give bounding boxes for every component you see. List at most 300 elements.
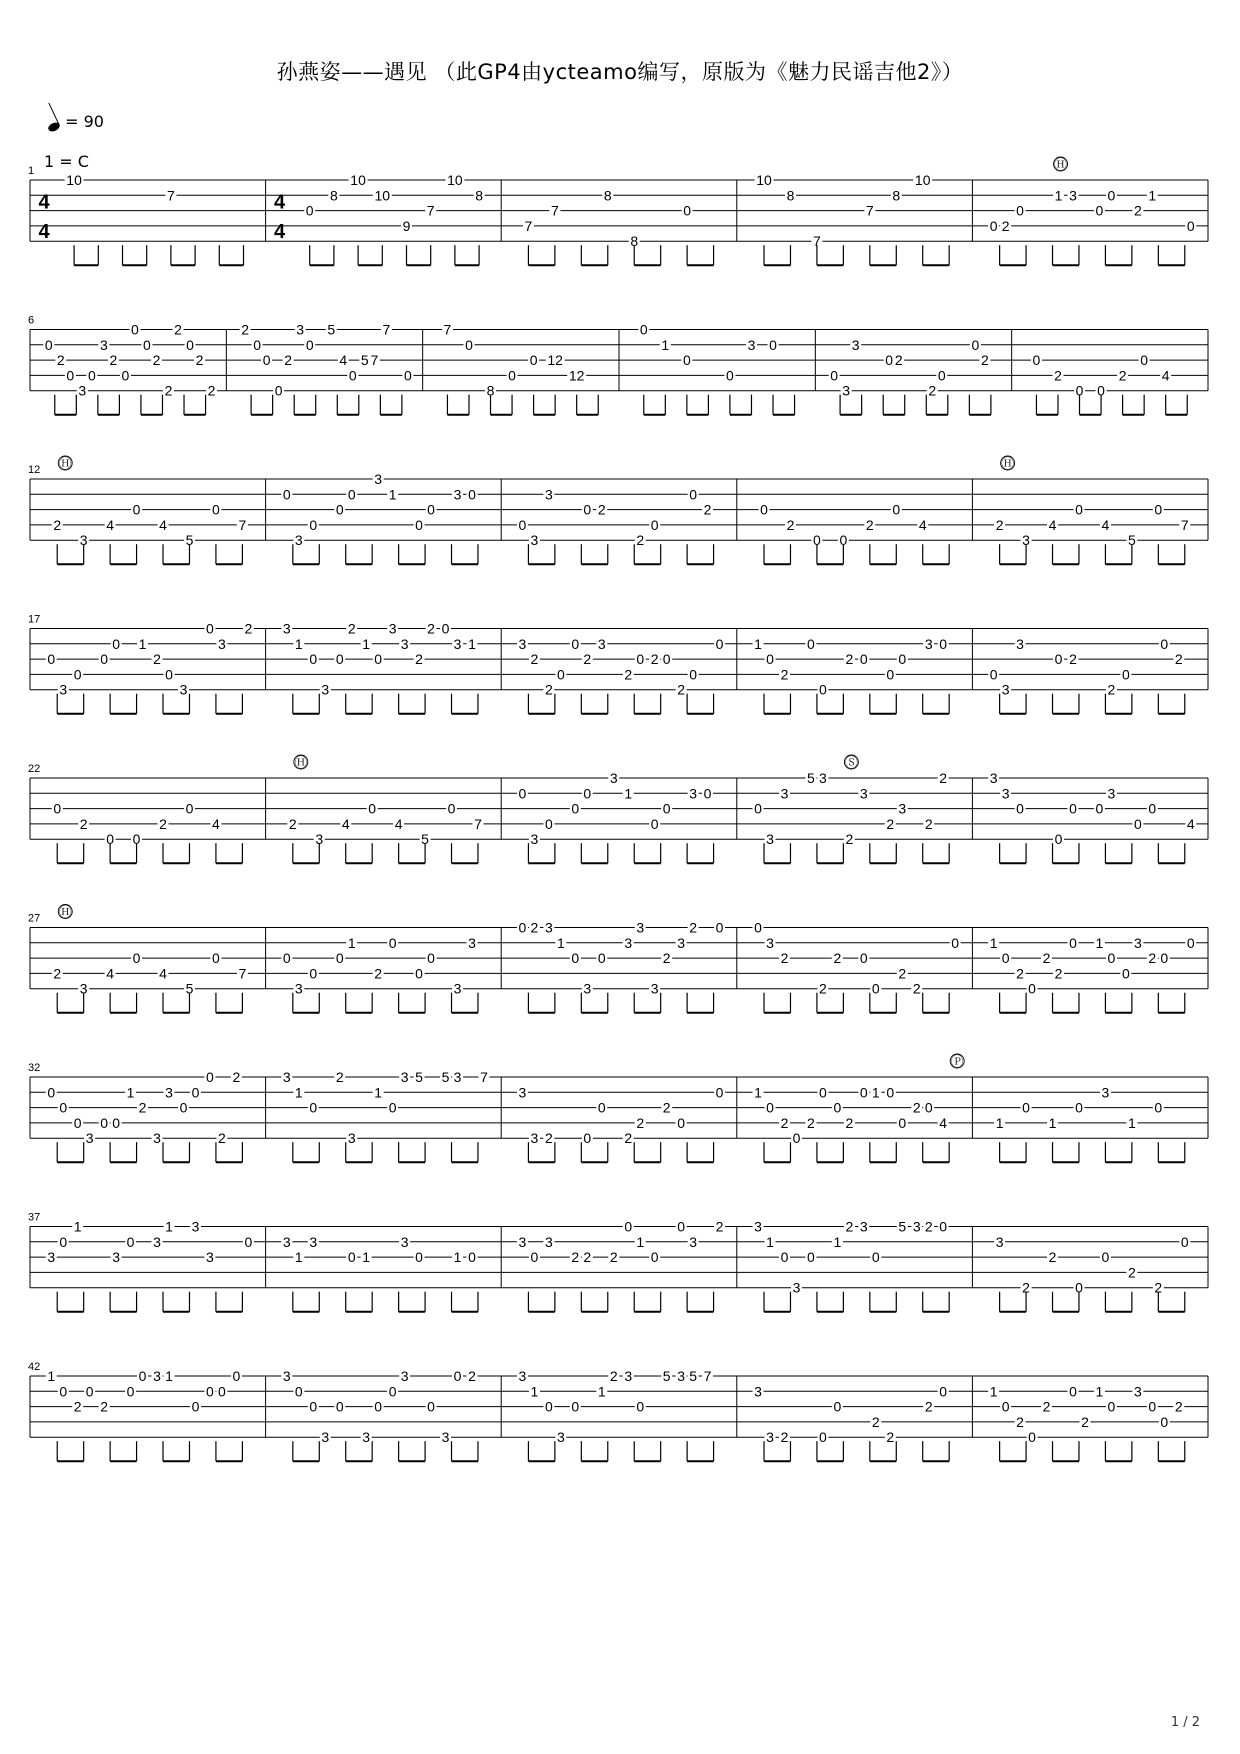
fret-number: 0 xyxy=(1107,950,1116,967)
fret-number: 0 xyxy=(754,919,762,936)
fret-number: 4 xyxy=(159,516,167,533)
fret-number: 0 xyxy=(1028,1429,1036,1446)
fret-number: 2 xyxy=(886,1429,895,1446)
fret-number: 0 xyxy=(415,965,423,982)
fret-number: 0 xyxy=(1140,352,1149,369)
fret-number: 0 xyxy=(1160,1413,1169,1430)
fret-number: 8 xyxy=(603,187,612,204)
fret-number: 0 xyxy=(833,1398,842,1415)
fret-number: 8 xyxy=(330,187,338,204)
fret-number: 0 xyxy=(1148,800,1157,817)
fret-number: 0 xyxy=(388,1099,397,1116)
fret-number: 2 xyxy=(1042,950,1051,967)
fret-number: 3 xyxy=(1133,1383,1142,1400)
fret-number: 0 xyxy=(262,352,271,369)
fret-number: 0 xyxy=(441,620,450,637)
fret-number: 1 xyxy=(833,1233,842,1250)
fret-number: 3 xyxy=(780,785,789,802)
fret-number: 0 xyxy=(1032,352,1041,369)
fret-number: 3 xyxy=(1001,785,1010,802)
fret-number: 0 xyxy=(1069,934,1077,951)
fret-number: 3 xyxy=(206,1249,214,1266)
fret-number: 3 xyxy=(309,1233,318,1250)
fret-number: 0 xyxy=(143,336,151,353)
fret-number: 0 xyxy=(44,336,53,353)
fret-number: 2 xyxy=(56,352,65,369)
fret-number: 3 xyxy=(1101,1084,1110,1101)
fret-number: 2 xyxy=(1016,1413,1024,1430)
fret-number: 2 xyxy=(780,950,789,967)
fret-number: 10 xyxy=(350,172,366,188)
fret-number: 3 xyxy=(453,635,462,652)
fret-number: 3 xyxy=(989,770,998,786)
fret-number: 3 xyxy=(530,831,539,848)
fret-number: 0 xyxy=(368,800,377,817)
fret-number: 0 xyxy=(309,965,318,982)
fret-number: 3 xyxy=(218,635,226,652)
fret-number: 3 xyxy=(650,980,659,997)
fret-number: 5 xyxy=(1127,532,1136,549)
fret-number: 0 xyxy=(682,352,691,369)
measure-number: 12 xyxy=(28,464,41,476)
fret-number: 1 xyxy=(754,1084,762,1101)
fret-number: 0 xyxy=(335,501,344,518)
fret-number: 2 xyxy=(677,681,686,698)
fret-number: 0 xyxy=(571,635,580,652)
fret-number: 3 xyxy=(468,934,476,951)
fret-number: 8 xyxy=(630,233,639,250)
fret-number: 1 xyxy=(530,1383,539,1400)
fret-number: 3 xyxy=(583,980,592,997)
fret-number: 0 xyxy=(185,800,194,817)
fret-number: 3 xyxy=(518,635,527,652)
fret-number: 7 xyxy=(443,321,452,338)
fret-number: 0 xyxy=(859,1084,868,1101)
fret-number: 2 xyxy=(1048,1249,1057,1266)
fret-number: 2 xyxy=(427,620,435,637)
fret-number: 0 xyxy=(859,950,868,967)
fret-number: 4 xyxy=(159,965,167,982)
fret-number: 0 xyxy=(508,367,516,384)
fret-number: 3 xyxy=(1107,785,1116,802)
fret-number: 3 xyxy=(747,336,756,353)
fret-number: 3 xyxy=(792,1279,801,1296)
fret-number: 3 xyxy=(294,980,303,997)
fret-number: 2 xyxy=(1154,1279,1163,1296)
fret-number: 2 xyxy=(583,1249,592,1266)
fret-number: 1 xyxy=(165,1218,173,1235)
fret-number: 1 xyxy=(165,1368,173,1384)
fret-number: 0 xyxy=(989,217,998,234)
fret-number: 2 xyxy=(833,950,842,967)
fret-number: 0 xyxy=(924,1099,933,1116)
fret-number: 2 xyxy=(468,1368,476,1384)
fret-number: 0 xyxy=(309,516,318,533)
fret-number: 0 xyxy=(212,950,220,967)
fret-number: 3 xyxy=(544,919,553,936)
fret-number: 2 xyxy=(689,919,698,936)
fret-number: 0 xyxy=(1121,666,1130,683)
fret-number: 2 xyxy=(583,651,592,668)
fret-number: 2 xyxy=(164,382,173,399)
fret-number: 2 xyxy=(703,501,712,518)
fret-number: 3 xyxy=(530,1130,539,1147)
fret-number: 10 xyxy=(66,172,82,188)
fret-number: 0 xyxy=(468,1249,476,1266)
fret-number: 0 xyxy=(305,336,314,353)
fret-number: 4 xyxy=(106,965,115,982)
fret-number: 3 xyxy=(321,681,330,698)
fret-number: 0 xyxy=(100,1114,109,1131)
fret-number: 3 xyxy=(79,532,88,549)
fret-number: 2 xyxy=(1174,1398,1183,1415)
fret-number: 1 xyxy=(871,1084,880,1101)
fret-number: 0 xyxy=(1133,815,1142,832)
fret-number: 7 xyxy=(865,202,874,219)
fret-number: 2 xyxy=(780,1114,789,1131)
fret-number: 0 xyxy=(1097,382,1105,399)
fret-number: 0 xyxy=(1022,1099,1030,1116)
fret-number: 0 xyxy=(232,1368,241,1384)
fret-number: 2 xyxy=(53,965,62,982)
fret-number: 0 xyxy=(1121,965,1130,982)
fret-number: 7 xyxy=(524,217,533,234)
fret-number: 0 xyxy=(335,950,344,967)
fret-number: 3 xyxy=(453,1069,462,1085)
fret-number: 5 xyxy=(185,532,194,549)
fret-number: 2 xyxy=(241,321,250,338)
fret-number: 10 xyxy=(374,187,391,204)
fret-number: 0 xyxy=(726,367,734,384)
fret-number: 2 xyxy=(662,1099,671,1116)
fret-number: 2 xyxy=(1001,217,1010,234)
fret-number: 3 xyxy=(609,770,618,786)
fret-number: 3 xyxy=(912,1218,921,1235)
fret-number: 7 xyxy=(238,965,247,982)
fret-number: 7 xyxy=(474,815,482,832)
fret-number: 3 xyxy=(165,1084,173,1101)
fret-number: 2 xyxy=(845,651,854,668)
fret-number: 3 xyxy=(282,620,291,637)
technique-mark: Ⓗ xyxy=(58,904,72,920)
fret-number: 0 xyxy=(544,1398,553,1415)
fret-number: 7 xyxy=(480,1069,488,1085)
fret-number: 3 xyxy=(766,831,774,848)
fret-number: 0 xyxy=(206,1383,214,1400)
fret-number: 3 xyxy=(636,919,645,936)
technique-mark: Ⓗ xyxy=(1001,456,1015,471)
fret-number: 7 xyxy=(238,516,247,533)
fret-number: 8 xyxy=(475,187,483,204)
fret-number: 0 xyxy=(294,1383,303,1400)
fret-number: 2 xyxy=(939,770,948,786)
fret-number: 3 xyxy=(1133,934,1142,951)
fret-number: 4 xyxy=(394,815,403,832)
measure-number: 42 xyxy=(28,1361,41,1373)
fret-number: 0 xyxy=(1154,501,1163,518)
fret-number: 0 xyxy=(179,1099,188,1116)
fret-number: 2 xyxy=(109,352,118,369)
fret-number: 5 xyxy=(441,1069,450,1085)
fret-number: 0 xyxy=(218,1383,226,1400)
fret-number: 3 xyxy=(153,1368,161,1384)
fret-number: 0 xyxy=(59,1233,68,1250)
fret-number: 4 xyxy=(918,516,927,533)
fret-number: 2 xyxy=(415,651,423,668)
fret-number: 7 xyxy=(550,202,559,219)
fret-number: 3 xyxy=(924,635,933,652)
fret-number: 0 xyxy=(1148,1398,1157,1415)
technique-mark: Ⓗ xyxy=(1054,157,1068,172)
fret-number: 0 xyxy=(1016,202,1024,219)
fret-number: 0 xyxy=(871,1249,880,1266)
fret-number: 1 xyxy=(989,1383,998,1400)
fret-number: 3 xyxy=(1001,681,1010,698)
time-signature-bottom: 4 xyxy=(274,221,286,244)
fret-number: 10 xyxy=(756,172,772,188)
fret-number: 1 xyxy=(468,635,476,652)
fret-number: 2 xyxy=(530,919,539,936)
fret-number: 1 xyxy=(1148,187,1157,204)
fret-number: 3 xyxy=(766,934,774,951)
fret-number: 5 xyxy=(415,1069,423,1085)
fret-number: 2 xyxy=(780,1429,789,1446)
fret-number: 5 xyxy=(185,980,194,997)
fret-number: 0 xyxy=(703,785,712,802)
fret-number: 3 xyxy=(624,1368,633,1384)
fret-number: 2 xyxy=(159,815,167,832)
fret-number: 0 xyxy=(792,1130,801,1147)
fret-number: 1 xyxy=(624,785,633,802)
fret-number: 5 xyxy=(898,1218,907,1235)
fret-number: 0 xyxy=(309,651,318,668)
fret-number: 0 xyxy=(85,1383,94,1400)
fret-number: 0 xyxy=(415,1249,423,1266)
fret-number: 0 xyxy=(780,1249,789,1266)
fret-number: 9 xyxy=(402,217,411,234)
fret-number: 0 xyxy=(282,950,291,967)
fret-number: 8 xyxy=(486,382,495,399)
fret-number: 2 xyxy=(138,1099,147,1116)
fret-number: 0 xyxy=(830,367,839,384)
fret-number: 0 xyxy=(1069,1383,1077,1400)
fret-number: 0 xyxy=(47,1084,56,1101)
fret-number: 2 xyxy=(845,1114,854,1131)
fret-number: 12 xyxy=(568,367,585,384)
fret-number: 0 xyxy=(347,486,356,503)
fret-number: 0 xyxy=(347,1249,356,1266)
fret-number: 0 xyxy=(939,1383,948,1400)
fret-number: 0 xyxy=(530,1249,539,1266)
fret-number: 4 xyxy=(1048,516,1057,533)
fret-number: 0 xyxy=(556,666,565,683)
fret-number: 3 xyxy=(819,770,827,786)
tempo-value: = 90 xyxy=(65,112,104,131)
fret-number: 1 xyxy=(636,1233,645,1250)
fret-number: 3 xyxy=(1016,635,1024,652)
fret-number: 0 xyxy=(689,666,698,683)
fret-number: 2 xyxy=(207,382,216,399)
fret-number: 1 xyxy=(995,1114,1004,1131)
fret-number: 1 xyxy=(1054,187,1063,204)
fret-number: 2 xyxy=(650,651,659,668)
fret-number: 2 xyxy=(597,501,606,518)
fret-number: 5 xyxy=(327,321,336,338)
fret-number: 3 xyxy=(518,1233,527,1250)
fret-number: 0 xyxy=(769,336,777,353)
fret-number: 0 xyxy=(309,1398,318,1415)
fret-number: 0 xyxy=(886,666,895,683)
fret-number: 2 xyxy=(624,666,633,683)
fret-number: 2 xyxy=(1054,367,1062,384)
measure-number: 1 xyxy=(28,165,35,177)
fret-number: 2 xyxy=(636,532,645,549)
fret-number: 3 xyxy=(995,1233,1004,1250)
fret-number: 2 xyxy=(807,1114,815,1131)
fret-number: 5 xyxy=(807,770,815,786)
fret-number: 0 xyxy=(839,532,848,549)
fret-number: 8 xyxy=(786,187,795,204)
fret-number: 0 xyxy=(939,635,948,652)
fret-number: 0 xyxy=(1160,635,1169,652)
fret-number: 2 xyxy=(1016,965,1024,982)
measure-number: 27 xyxy=(28,912,41,925)
fret-number: 3 xyxy=(374,471,383,487)
fret-number: 2 xyxy=(786,516,795,533)
fret-number: 3 xyxy=(859,785,868,802)
fret-number: 2 xyxy=(715,1218,724,1235)
fret-number: 0 xyxy=(206,1069,214,1085)
fret-number: 4 xyxy=(1186,815,1195,832)
fret-number: 0 xyxy=(1075,501,1083,518)
fret-number: 0 xyxy=(131,321,139,338)
fret-number: 1 xyxy=(556,934,565,951)
fret-number: 2 xyxy=(1042,1398,1051,1415)
fret-number: 8 xyxy=(892,187,901,204)
fret-number: 0 xyxy=(1101,1249,1110,1266)
fret-number: 0 xyxy=(206,620,214,637)
fret-number: 0 xyxy=(1028,980,1036,997)
fret-number: 0 xyxy=(1054,651,1063,668)
fret-number: 0 xyxy=(939,1218,948,1235)
fret-number: 3 xyxy=(530,532,539,549)
fret-number: 2 xyxy=(1081,1413,1089,1430)
fret-number: 3 xyxy=(282,1368,291,1384)
fret-number: 7 xyxy=(382,321,391,338)
fret-number: 3 xyxy=(851,336,860,353)
fret-number: 0 xyxy=(244,1233,253,1250)
fret-number: 2 xyxy=(609,1368,618,1384)
fret-number: 2 xyxy=(1174,651,1183,668)
fret-number: 0 xyxy=(529,352,538,369)
fret-number: 0 xyxy=(583,501,592,518)
fret-number: 2 xyxy=(73,1398,82,1415)
fret-number: 0 xyxy=(1095,202,1104,219)
fret-number: 0 xyxy=(819,1084,827,1101)
fret-number: 2 xyxy=(544,681,553,698)
fret-number: 0 xyxy=(73,1114,82,1131)
fret-number: 3 xyxy=(689,1233,698,1250)
fret-number: 0 xyxy=(66,367,75,384)
fret-number: 1 xyxy=(126,1084,135,1101)
fret-number: 0 xyxy=(813,532,821,549)
fret-number: 0 xyxy=(374,1398,383,1415)
fret-number: 0 xyxy=(754,800,762,817)
fret-number: 3 xyxy=(677,934,686,951)
fret-number: 3 xyxy=(597,635,606,652)
fret-number: 3 xyxy=(556,1429,565,1446)
fret-number: 1 xyxy=(989,934,998,951)
fret-number: 1 xyxy=(1127,1114,1136,1131)
fret-number: 1 xyxy=(388,486,397,503)
technique-mark: Ⓢ xyxy=(844,755,858,770)
fret-number: 3 xyxy=(677,1368,686,1384)
fret-number: 3 xyxy=(400,1069,409,1085)
fret-number: 0 xyxy=(886,1084,895,1101)
fret-number: 0 xyxy=(1054,831,1063,848)
fret-number: 2 xyxy=(335,1069,344,1085)
fret-number: 0 xyxy=(53,800,62,817)
fret-number: 0 xyxy=(73,666,82,683)
fret-number: 2 xyxy=(886,815,895,832)
fret-number: 2 xyxy=(995,516,1004,533)
fret-number: 0 xyxy=(571,950,580,967)
fret-number: 3 xyxy=(518,1084,527,1101)
fret-number: 0 xyxy=(1075,1099,1083,1116)
fret-number: 3 xyxy=(859,1218,868,1235)
fret-number: 0 xyxy=(112,635,121,652)
fret-number: 3 xyxy=(898,800,907,817)
fret-number: 0 xyxy=(833,1099,842,1116)
fret-number: 3 xyxy=(179,681,188,698)
fret-number: 0 xyxy=(121,367,130,384)
fret-number: 0 xyxy=(715,1084,724,1101)
fret-number: 2 xyxy=(1069,651,1077,668)
fret-number: 4 xyxy=(341,815,350,832)
technique-mark: Ⓟ xyxy=(950,1054,964,1069)
fret-number: 2 xyxy=(865,516,874,533)
fret-number: 2 xyxy=(780,666,789,683)
fret-number: 2 xyxy=(152,352,161,369)
fret-number: 0 xyxy=(126,1233,135,1250)
measure-number: 32 xyxy=(28,1062,41,1074)
fret-number: 0 xyxy=(715,635,724,652)
fret-number: 0 xyxy=(165,666,173,683)
fret-number: 1 xyxy=(453,1249,462,1266)
fret-number: 3 xyxy=(453,980,462,997)
fret-number: 2 xyxy=(912,1099,921,1116)
fret-number: 3 xyxy=(400,635,409,652)
fret-number: 0 xyxy=(937,367,946,384)
fret-number: 2 xyxy=(1148,950,1157,967)
fret-number: 0 xyxy=(597,1099,606,1116)
fret-number: 0 xyxy=(59,1099,68,1116)
fret-number: 0 xyxy=(138,1368,147,1384)
fret-number: 0 xyxy=(1186,217,1195,234)
fret-number: 2 xyxy=(845,1218,854,1235)
fret-number: 0 xyxy=(1016,800,1024,817)
fret-number: 4 xyxy=(106,516,115,533)
fret-number: 4 xyxy=(939,1114,948,1131)
fret-number: 0 xyxy=(624,1218,633,1235)
fret-number: 3 xyxy=(282,1233,291,1250)
fret-number: 3 xyxy=(544,486,553,503)
fret-number: 0 xyxy=(597,950,606,967)
fret-number: 0 xyxy=(819,681,827,698)
fret-number: 3 xyxy=(112,1249,121,1266)
fret-number: 0 xyxy=(1107,1398,1116,1415)
fret-number: 0 xyxy=(112,1114,121,1131)
